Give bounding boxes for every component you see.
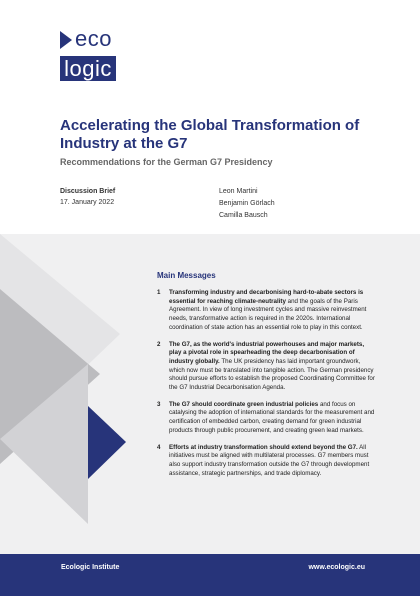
logo-logic-text: logic (60, 56, 116, 81)
item-lead: Efforts at industry transformation should extend beyond the G7. (169, 443, 358, 451)
decorative-triangles (0, 234, 130, 554)
list-item (157, 341, 375, 393)
footer-website-link[interactable]: www.ecologic.eu (308, 564, 365, 571)
item-lead: Transforming industry and decarbonising hard-to-abate sectors is essential for reaching climate-neutrality (169, 289, 364, 305)
list-item (157, 289, 375, 333)
main-messages-list (157, 289, 375, 486)
item-number: 4 (157, 443, 161, 451)
footer-institute: Ecologic Institute (61, 564, 120, 571)
author-name: Benjamin Görlach (219, 200, 275, 207)
item-lead: The G7 should coordinate green industrial policies (169, 400, 319, 408)
document-date: 17. January 2022 (60, 199, 115, 206)
item-number: 1 (157, 289, 161, 296)
logo-triangle-icon (60, 31, 72, 49)
item-number: 3 (157, 400, 161, 408)
main-messages-heading: Main Messages (157, 271, 216, 280)
item-text: The UK presidency has laid important groundwork, which now must be translated into tangible action. The German presidency should pursue efforts to establish the proposed Coordinating Committee for the G7 Industrial Decarbonisation Agenda. (169, 357, 375, 392)
item-text: All initiatives must be aligned with multilateral processes. G7 members must also support industry transformation outside the G7 through development assistance, strategic partnerships, and trade diplomacy. (169, 443, 370, 477)
document-meta (60, 186, 115, 208)
list-item (157, 401, 375, 436)
decorative-triangle-blue (88, 406, 126, 479)
logo-eco-text: eco (75, 26, 112, 51)
list-item (157, 444, 375, 479)
item-lead: The G7, as the world's industrial powerhouses and major markets, play a pivotal role in spearheading the deep decarbonisation of industry globally. (169, 340, 365, 365)
author-name: Leon Martini (219, 188, 258, 195)
document-type: Discussion Brief (60, 188, 116, 195)
page-footer (0, 554, 420, 596)
item-number: 2 (157, 340, 161, 348)
item-text: and the goals of the Paris Agreement. In view of long investment cycles and massive reinvestment needs, transformative action is required in the 2020s. International coordination of state action has an essential role to play in this context. (169, 297, 367, 331)
author-name: Camilla Bausch (219, 212, 268, 219)
ecologic-logo (60, 26, 116, 81)
document-title: Accelerating the Global Transformation of Industry at the G7 (60, 117, 360, 152)
item-text: and focus on catalysing the adoption of international standards for the measurement and certification of embedded carbon, creating demand for green industrial products through public procurement, and creating green lead markets. (169, 400, 375, 434)
author-list (219, 186, 275, 222)
document-subtitle: Recommendations for the German G7 Presidency (60, 157, 273, 167)
